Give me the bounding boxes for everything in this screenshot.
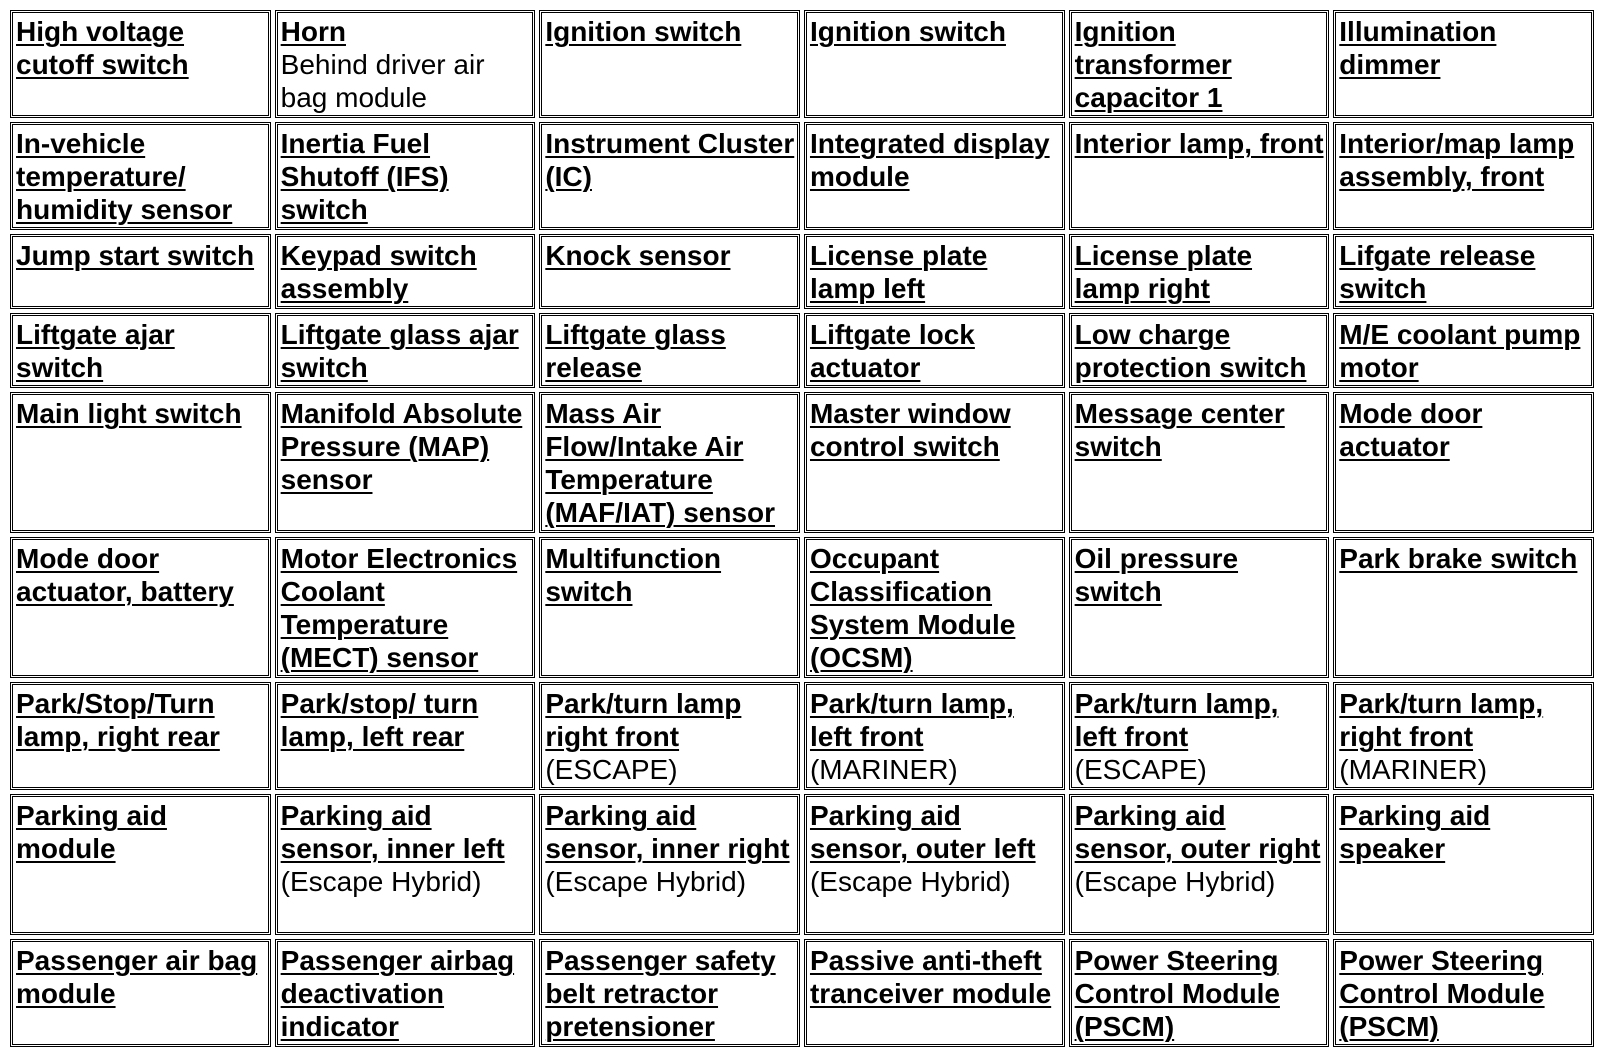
component-note: (Escape Hybrid): [280, 866, 482, 897]
component-link[interactable]: Jump start switch: [16, 240, 255, 271]
component-link[interactable]: Horn: [280, 16, 346, 47]
table-cell: [1333, 392, 1594, 533]
component-link[interactable]: Ignition switch: [809, 16, 1006, 47]
component-link[interactable]: Knock sensor: [545, 240, 731, 271]
table-cell: [1069, 234, 1330, 309]
table-cell: [539, 392, 800, 533]
component-note: (MARINER): [1339, 754, 1488, 785]
component-note: (Escape Hybrid): [545, 866, 747, 897]
component-note: (ESCAPE): [545, 754, 678, 785]
component-link[interactable]: Park brake switch: [1339, 543, 1578, 574]
table-cell: [1069, 313, 1330, 388]
table-cell: [804, 313, 1065, 388]
component-link[interactable]: Occupant Classification System Module (OCSM): [809, 543, 1016, 673]
component-link[interactable]: Interior lamp, front: [1074, 128, 1324, 159]
table-cell: [275, 682, 536, 790]
component-link[interactable]: Multifunction switch: [545, 543, 722, 607]
component-link[interactable]: Ignition transformer capacitor 1: [1074, 16, 1232, 113]
table-row: [10, 10, 1594, 118]
table-row: [10, 122, 1594, 230]
component-link[interactable]: Mode door actuator, battery: [16, 543, 234, 607]
table-cell: [10, 682, 271, 790]
table-cell: [10, 234, 271, 309]
component-link[interactable]: Parking aid module: [16, 800, 167, 864]
component-link[interactable]: Illumination dimmer: [1339, 16, 1497, 80]
table-row: [10, 794, 1594, 935]
component-link[interactable]: Liftgate glass release: [545, 319, 726, 383]
component-link[interactable]: Park/stop/ turn lamp, left rear: [280, 688, 479, 752]
table-cell: [1333, 537, 1594, 678]
component-link[interactable]: Passenger airbag deactivation indicator: [280, 945, 515, 1042]
table-cell: [10, 537, 271, 678]
component-link[interactable]: Master window control switch: [809, 398, 1011, 462]
component-link[interactable]: Parking aid sensor, inner left: [280, 800, 505, 864]
table-row: [10, 392, 1594, 533]
table-cell: [275, 939, 536, 1047]
table-cell: [804, 122, 1065, 230]
table-cell: [1069, 939, 1330, 1047]
component-link[interactable]: Integrated display module: [809, 128, 1050, 192]
component-link[interactable]: Motor Electronics Coolant Temperature (MECT) sensor: [280, 543, 518, 673]
table-row: [10, 234, 1594, 309]
component-link[interactable]: Mode door actuator: [1339, 398, 1483, 462]
component-locator-table: [6, 6, 1598, 1051]
table-cell: [1069, 10, 1330, 118]
component-link[interactable]: Main light switch: [16, 398, 242, 429]
component-note: (Escape Hybrid): [1074, 866, 1276, 897]
component-link[interactable]: Parking aid sensor, outer right: [1074, 800, 1321, 864]
table-row: [10, 682, 1594, 790]
table-cell: [1333, 313, 1594, 388]
component-link[interactable]: High voltage cutoff switch: [16, 16, 189, 80]
component-link[interactable]: Ignition switch: [545, 16, 742, 47]
table-row: [10, 939, 1594, 1047]
table-cell: [1333, 682, 1594, 790]
table-cell: [1333, 794, 1594, 935]
component-link[interactable]: Power Steering Control Module (PSCM): [1074, 945, 1280, 1042]
table-cell: [10, 10, 271, 118]
component-link[interactable]: Park/turn lamp, right front: [1339, 688, 1544, 752]
table-cell: [275, 122, 536, 230]
component-link[interactable]: In-vehicle temperature/ humidity sensor: [16, 128, 233, 225]
table-cell: [539, 122, 800, 230]
table-cell: [1069, 392, 1330, 533]
table-cell: [804, 537, 1065, 678]
component-link[interactable]: Liftgate lock actuator: [809, 319, 975, 383]
table-cell: [275, 234, 536, 309]
table-cell: [1333, 234, 1594, 309]
table-cell: [539, 939, 800, 1047]
table-row: [10, 313, 1594, 388]
table-cell: [275, 392, 536, 533]
component-link[interactable]: Liftgate ajar switch: [16, 319, 175, 383]
table-cell: [539, 234, 800, 309]
component-link[interactable]: Passive anti-theft tranceiver module: [809, 945, 1052, 1009]
table-cell: [539, 682, 800, 790]
component-link[interactable]: Park/Stop/Turn lamp, right rear: [16, 688, 220, 752]
component-link[interactable]: Park/turn lamp, left front: [1074, 688, 1279, 752]
component-table-body: [10, 10, 1594, 1047]
table-cell: [1333, 939, 1594, 1047]
component-link[interactable]: Passenger air bag module: [16, 945, 258, 1009]
table-cell: [1069, 682, 1330, 790]
component-link[interactable]: Passenger safety belt retractor pretensioner: [545, 945, 776, 1042]
table-cell: [804, 234, 1065, 309]
component-link[interactable]: Message center switch: [1074, 398, 1285, 462]
component-link[interactable]: Parking aid sensor, outer left: [809, 800, 1036, 864]
component-link[interactable]: Parking aid sensor, inner right: [545, 800, 790, 864]
component-note: Behind driver air bag module: [280, 49, 485, 113]
component-link[interactable]: Interior/map lamp assembly, front: [1339, 128, 1575, 192]
component-link[interactable]: Parking aid speaker: [1339, 800, 1491, 864]
component-link[interactable]: Liftgate glass ajar switch: [280, 319, 519, 383]
table-cell: [804, 10, 1065, 118]
component-link[interactable]: Keypad switch assembly: [280, 240, 477, 304]
component-link[interactable]: Lifgate release switch: [1339, 240, 1536, 304]
component-link[interactable]: License plate lamp left: [809, 240, 988, 304]
table-cell: [275, 794, 536, 935]
table-cell: [1069, 537, 1330, 678]
component-note: (ESCAPE): [1074, 754, 1207, 785]
component-note: (MARINER): [809, 754, 958, 785]
component-link[interactable]: Mass Air Flow/Intake Air Temperature (MAF/IAT) sensor: [545, 398, 776, 528]
table-cell: [804, 794, 1065, 935]
table-cell: [10, 794, 271, 935]
table-cell: [10, 939, 271, 1047]
component-link[interactable]: Inertia Fuel Shutoff (IFS) switch: [280, 128, 449, 225]
table-cell: [539, 10, 800, 118]
table-cell: [539, 313, 800, 388]
component-link[interactable]: Instrument Cluster (IC): [545, 128, 795, 192]
table-cell: [539, 537, 800, 678]
table-cell: [1333, 122, 1594, 230]
table-cell: [1333, 10, 1594, 118]
table-cell: [275, 10, 536, 118]
table-cell: [10, 122, 271, 230]
table-cell: [275, 537, 536, 678]
component-link[interactable]: License plate lamp right: [1074, 240, 1253, 304]
component-link[interactable]: Park/turn lamp, left front: [809, 688, 1014, 752]
table-cell: [1069, 122, 1330, 230]
component-link[interactable]: M/E coolant pump motor: [1339, 319, 1581, 383]
table-cell: [10, 392, 271, 533]
table-cell: [804, 392, 1065, 533]
table-cell: [804, 939, 1065, 1047]
component-link[interactable]: Manifold Absolute Pressure (MAP) sensor: [280, 398, 523, 495]
component-grid-wrapper: [6, 6, 1598, 1051]
table-cell: [1069, 794, 1330, 935]
table-cell: [804, 682, 1065, 790]
table-cell: [10, 313, 271, 388]
table-cell: [539, 794, 800, 935]
component-link[interactable]: Park/turn lamp right front: [545, 688, 742, 752]
component-note: (Escape Hybrid): [809, 866, 1011, 897]
component-link[interactable]: Low charge protection switch: [1074, 319, 1307, 383]
table-cell: [275, 313, 536, 388]
component-link[interactable]: Power Steering Control Module (PSCM): [1339, 945, 1545, 1042]
component-link[interactable]: Oil pressure switch: [1074, 543, 1239, 607]
table-row: [10, 537, 1594, 678]
